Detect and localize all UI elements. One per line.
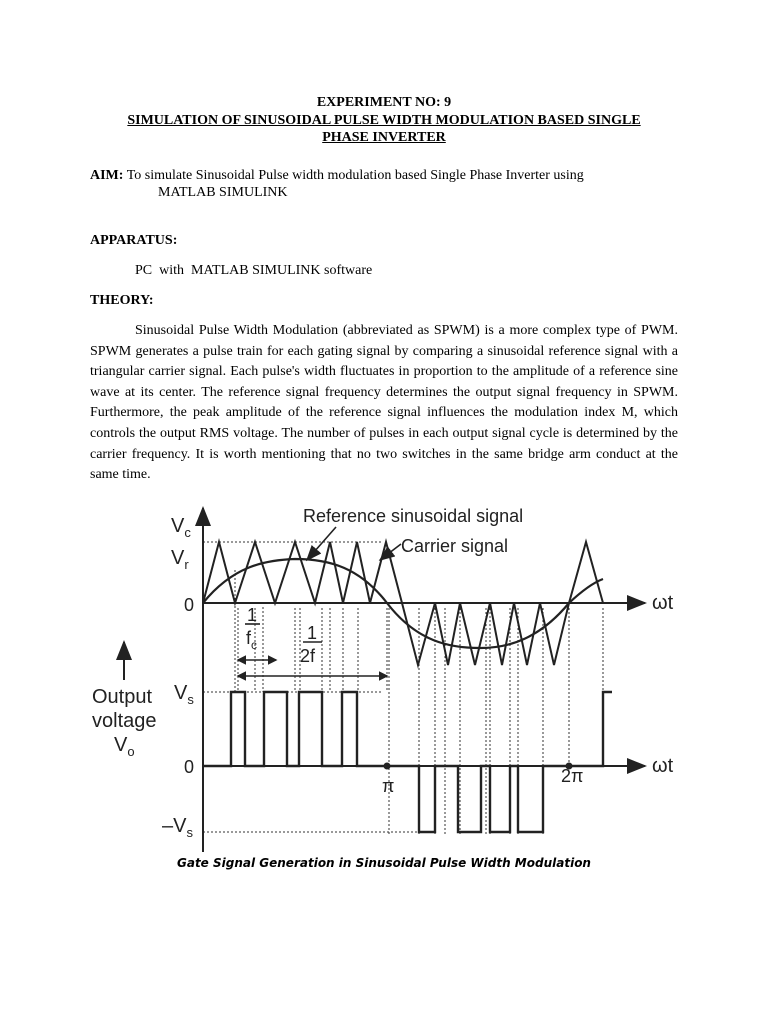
vo-label: $V_o$ bbox=[114, 734, 135, 759]
vr-label: $V_r$ bbox=[171, 547, 189, 572]
axes bbox=[124, 508, 645, 852]
carrier-signal-label: Carrier signal bbox=[401, 536, 509, 556]
pi-point bbox=[384, 763, 391, 770]
aim-text: To simulate Sinusoidal Pulse width modulation based Single Phase Inverter using bbox=[126, 168, 584, 183]
output-label-line1: Output bbox=[92, 686, 153, 708]
spwm-figure bbox=[90, 502, 690, 857]
wt-label-top: ωt bbox=[652, 592, 674, 614]
fc-label: $f_c$ bbox=[246, 628, 258, 652]
title-line-1: SIMULATION OF SINUSOIDAL PULSE WIDTH MODULATION BASED SINGLE bbox=[127, 113, 641, 128]
experiment-number: EXPERIMENT NO: 9 bbox=[316, 95, 452, 110]
output-label-line2: voltage bbox=[92, 710, 157, 732]
aim-section bbox=[90, 166, 678, 185]
zero-label-top: 0 bbox=[184, 595, 195, 615]
one-over-fc-numerator: 1 bbox=[247, 605, 258, 625]
two-pi-label: 2π bbox=[561, 766, 584, 786]
spwm-diagram bbox=[90, 502, 690, 852]
vs-label: $V_s$ bbox=[174, 682, 194, 707]
neg-vs-label: $-V_s$ bbox=[162, 815, 193, 840]
zero-label-bottom: 0 bbox=[184, 757, 195, 777]
pi-label: π bbox=[382, 776, 395, 796]
theory-paragraph: Sinusoidal Pulse Width Modulation (abbreviated as SPWM) is a more complex type of PWM. SPWM generates a pulse train for each gating signal by comparing a sinusoidal reference signal with a triangular carrier signal. Each pulse's width fluctuates in proportion to the amplitude of a reference sine wave at its center. The reference signal frequency determines the output signal frequency in SPWM. Furthermore, the peak amplitude of the reference signal influences the modulation index M, which controls the output RMS voltage. The number of pulses in each output signal cycle is determined by the carrier frequency. It is worth mentioning that no two switches in the same bridge arm conduct at the same time. bbox=[90, 323, 678, 483]
two-f-label: 2f bbox=[300, 646, 316, 666]
apparatus-item: PC with MATLAB SIMULINK software bbox=[135, 263, 373, 278]
aim-label: AIM: bbox=[90, 168, 124, 183]
wt-label-bottom: ωt bbox=[652, 755, 674, 777]
figure-caption: Gate Signal Generation in Sinusoidal Pulse Width Modulation bbox=[177, 856, 591, 870]
title-line-2: PHASE INVERTER bbox=[322, 130, 446, 145]
apparatus-heading: APPARATUS: bbox=[90, 233, 178, 248]
reference-signal-label: Reference sinusoidal signal bbox=[303, 506, 524, 526]
theory-heading: THEORY: bbox=[90, 293, 154, 308]
vc-label: $V_c$ bbox=[171, 515, 191, 540]
output-voltage-waveform bbox=[203, 692, 612, 832]
one-over-2f-numerator: 1 bbox=[307, 623, 318, 643]
aim-text-continued: MATLAB SIMULINK bbox=[158, 185, 288, 200]
